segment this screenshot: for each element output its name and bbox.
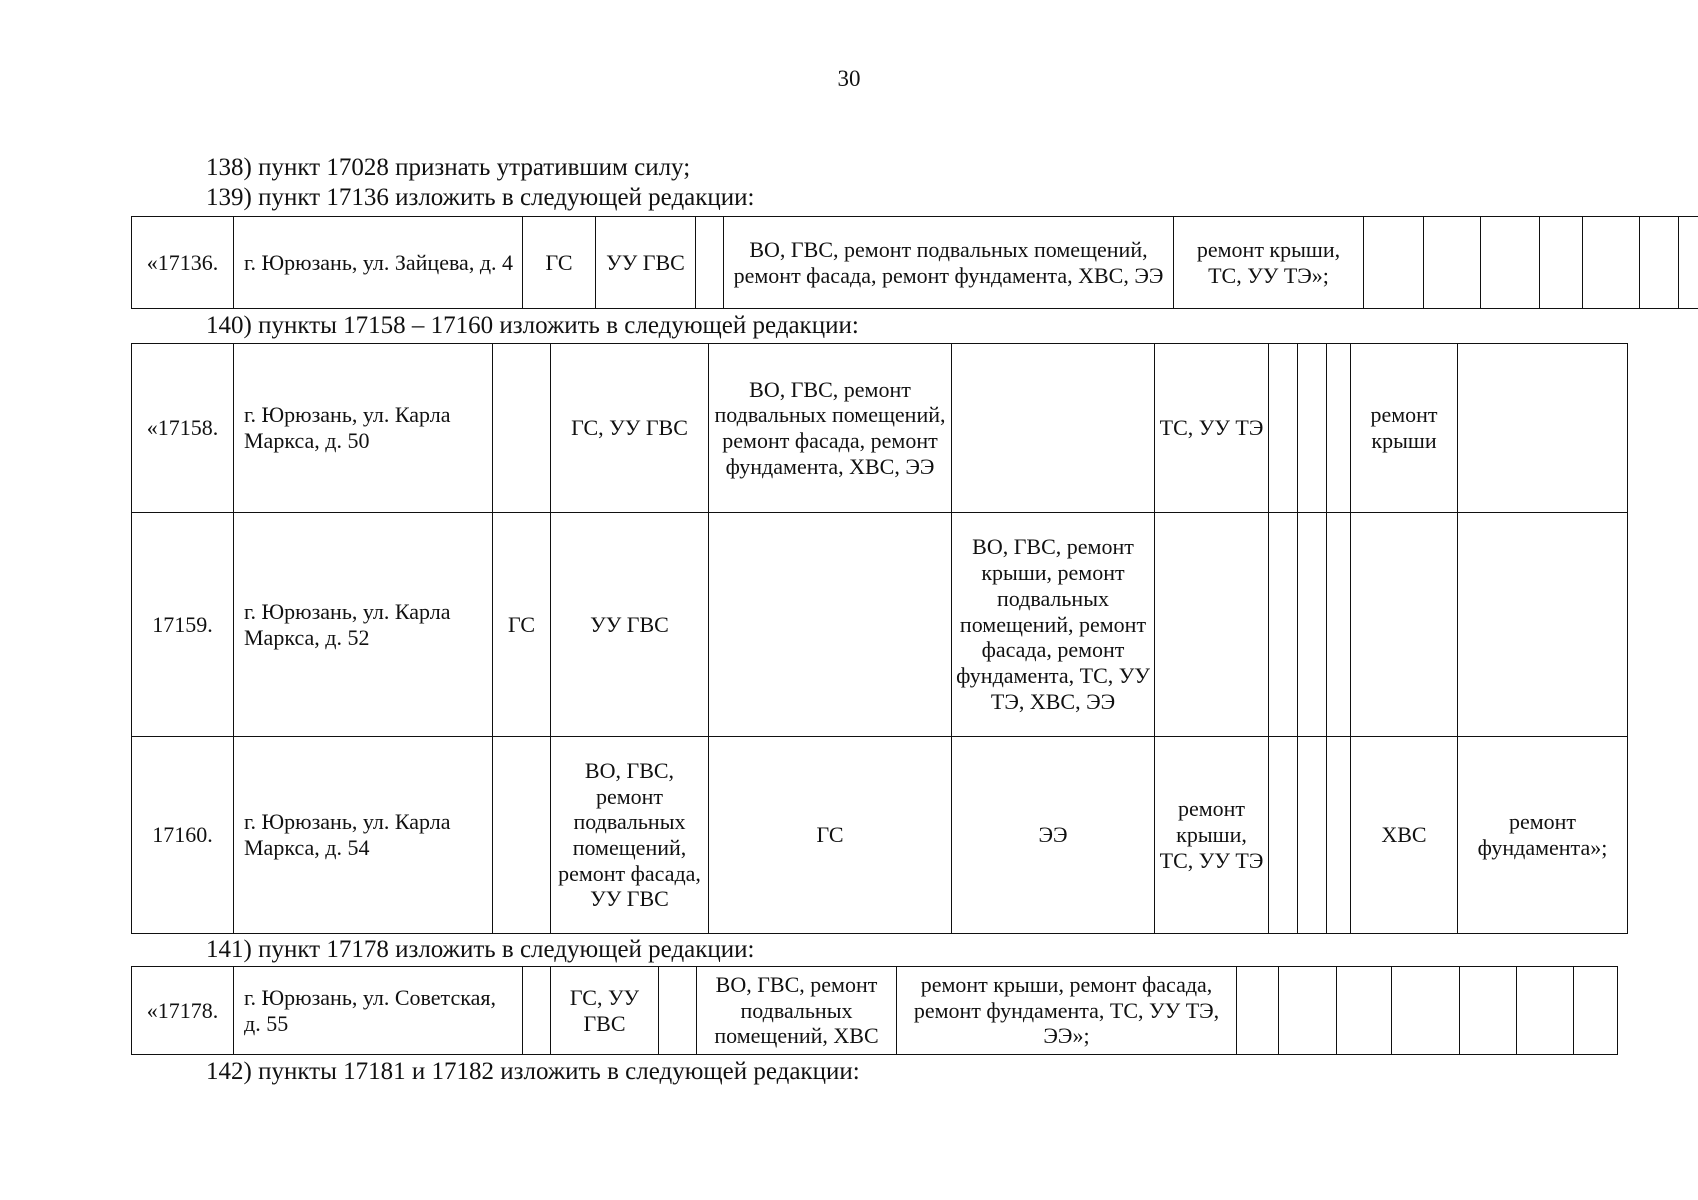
empty-cell bbox=[1392, 967, 1460, 1055]
table-cell: ремонт крыши bbox=[1351, 344, 1458, 513]
empty-cell bbox=[1327, 737, 1351, 934]
empty-cell bbox=[1364, 217, 1424, 309]
table-cell: ХВС bbox=[1351, 737, 1458, 934]
table-cell: ремонт крыши, ТС, УУ ТЭ bbox=[1155, 737, 1269, 934]
empty-cell bbox=[1458, 513, 1628, 737]
table-cell: УУ ГВС bbox=[596, 217, 696, 309]
table-cell: ГС, УУ ГВС bbox=[551, 967, 659, 1055]
paragraph-142: 142) пункты 17181 и 17182 изложить в следующей редакции: bbox=[206, 1058, 860, 1085]
empty-cell bbox=[1298, 344, 1327, 513]
address-cell: г. Юрюзань, ул. Карла Маркса, д. 52 bbox=[234, 513, 493, 737]
empty-cell bbox=[493, 737, 551, 934]
table-cell: ГС bbox=[523, 217, 596, 309]
table-cell: ГС bbox=[493, 513, 551, 737]
empty-cell bbox=[1298, 513, 1327, 737]
item-number: «17158. bbox=[132, 344, 234, 513]
table-cell: ГС bbox=[709, 737, 952, 934]
table-cell: ВО, ГВС, ремонт подвальных помещений, ремонт фасада, УУ ГВС bbox=[551, 737, 709, 934]
item-number: «17136. bbox=[132, 217, 234, 309]
table-cell: ЭЭ bbox=[952, 737, 1155, 934]
empty-cell bbox=[1337, 967, 1392, 1055]
paragraph-139: 139) пункт 17136 изложить в следующей редакции: bbox=[206, 184, 755, 211]
empty-cell bbox=[1269, 737, 1298, 934]
empty-cell bbox=[1540, 217, 1583, 309]
table-17178 bbox=[131, 966, 1618, 1055]
empty-cell bbox=[1481, 217, 1540, 309]
table-cell: ремонт крыши, ремонт фасада, ремонт фундамента, ТС, УУ ТЭ, ЭЭ»; bbox=[897, 967, 1237, 1055]
address-cell: г. Юрюзань, ул. Советская, д. 55 bbox=[234, 967, 523, 1055]
item-number: 17160. bbox=[132, 737, 234, 934]
table-cell: ВО, ГВС, ремонт подвальных помещений, ремонт фасада, ремонт фундамента, ХВС, ЭЭ bbox=[724, 217, 1174, 309]
empty-cell bbox=[1269, 513, 1298, 737]
address-cell: г. Юрюзань, ул. Карла Маркса, д. 50 bbox=[234, 344, 493, 513]
table-cell: ГС, УУ ГВС bbox=[551, 344, 709, 513]
empty-cell bbox=[696, 217, 724, 309]
table-cell: ремонт фундамента»; bbox=[1458, 737, 1628, 934]
table-cell: ТС, УУ ТЭ bbox=[1155, 344, 1269, 513]
empty-cell bbox=[1574, 967, 1618, 1055]
empty-cell bbox=[1351, 513, 1458, 737]
empty-cell bbox=[1424, 217, 1481, 309]
table-cell: ВО, ГВС, ремонт подвальных помещений, ХВС bbox=[697, 967, 897, 1055]
paragraph-138: 138) пункт 17028 признать утратившим силу; bbox=[206, 154, 691, 181]
table-row bbox=[132, 737, 1628, 934]
table-17158-17160 bbox=[131, 343, 1628, 934]
table-row bbox=[132, 513, 1628, 737]
empty-cell bbox=[1460, 967, 1517, 1055]
empty-cell bbox=[1298, 737, 1327, 934]
empty-cell bbox=[1279, 967, 1337, 1055]
item-number: 17159. bbox=[132, 513, 234, 737]
table-17136 bbox=[131, 216, 1698, 309]
empty-cell bbox=[493, 344, 551, 513]
item-number: «17178. bbox=[132, 967, 234, 1055]
paragraph-141: 141) пункт 17178 изложить в следующей редакции: bbox=[206, 936, 755, 963]
empty-cell bbox=[1237, 967, 1279, 1055]
empty-cell bbox=[1269, 344, 1298, 513]
table-cell: ВО, ГВС, ремонт крыши, ремонт подвальных помещений, ремонт фасада, ремонт фундамента, ТС, УУ ТЭ, ХВС, ЭЭ bbox=[952, 513, 1155, 737]
address-cell: г. Юрюзань, ул. Зайцева, д. 4 bbox=[234, 217, 523, 309]
paragraph-140: 140) пункты 17158 – 17160 изложить в следующей редакции: bbox=[206, 312, 859, 339]
table-row bbox=[132, 967, 1618, 1055]
empty-cell bbox=[1327, 513, 1351, 737]
table-cell: УУ ГВС bbox=[551, 513, 709, 737]
empty-cell bbox=[1583, 217, 1640, 309]
empty-cell bbox=[1327, 344, 1351, 513]
table-cell: ВО, ГВС, ремонт подвальных помещений, ремонт фасада, ремонт фундамента, ХВС, ЭЭ bbox=[709, 344, 952, 513]
empty-cell bbox=[952, 344, 1155, 513]
address-cell: г. Юрюзань, ул. Карла Маркса, д. 54 bbox=[234, 737, 493, 934]
empty-cell bbox=[1155, 513, 1269, 737]
table-cell: ремонт крыши, ТС, УУ ТЭ»; bbox=[1174, 217, 1364, 309]
empty-cell bbox=[1679, 217, 1698, 309]
empty-cell bbox=[659, 967, 697, 1055]
page-number: 30 bbox=[837, 66, 861, 91]
table-row bbox=[132, 344, 1628, 513]
empty-cell bbox=[1517, 967, 1574, 1055]
empty-cell bbox=[709, 513, 952, 737]
empty-cell bbox=[1458, 344, 1628, 513]
empty-cell bbox=[523, 967, 551, 1055]
empty-cell bbox=[1640, 217, 1679, 309]
table-row bbox=[132, 217, 1698, 309]
